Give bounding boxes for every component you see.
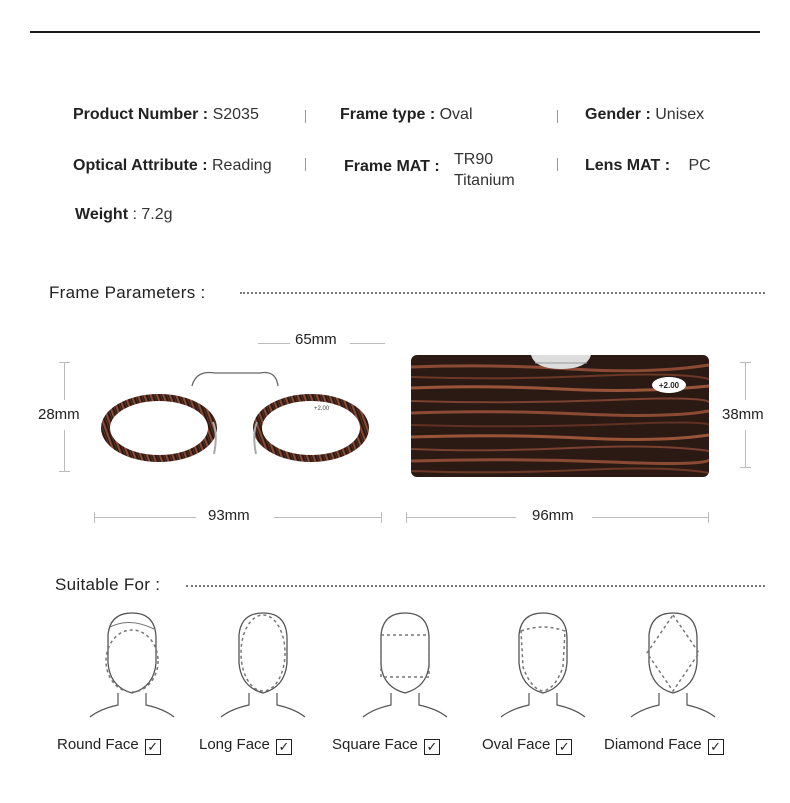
dimension-tick	[59, 471, 70, 472]
spec-label: Frame type	[340, 106, 426, 123]
spec-label: Product Number	[73, 106, 199, 123]
spec-optical-attribute: Optical Attribute : Reading	[73, 157, 272, 174]
face-label: Square Face	[332, 736, 418, 753]
lens-height-label: 28mm	[38, 406, 80, 423]
dimension-tick	[406, 512, 407, 523]
case-height-line	[745, 430, 746, 468]
dimension-tick	[59, 362, 70, 363]
checkmark-icon: ✓	[708, 739, 724, 755]
lens-height-line	[64, 362, 65, 400]
spec-value: Reading	[211, 157, 272, 174]
dimension-tick	[740, 362, 751, 363]
spec-separator	[305, 110, 306, 123]
spec-value: TR90	[454, 151, 494, 168]
spec-lens-mat: Lens MAT : PC	[585, 157, 711, 174]
bridge-width-label: 65mm	[295, 331, 337, 348]
spec-label: Lens MAT	[585, 157, 661, 174]
case-width-line	[406, 517, 516, 518]
case-width-label: 96mm	[532, 507, 574, 524]
dimension-tick	[381, 512, 382, 523]
checkmark-icon: ✓	[424, 739, 440, 755]
spec-separator	[557, 158, 558, 171]
checkmark-icon: ✓	[276, 739, 292, 755]
case-height-line	[745, 362, 746, 400]
spec-label: Optical Attribute	[73, 157, 198, 174]
spec-separator	[305, 158, 306, 171]
spec-value: S2035	[212, 106, 259, 123]
face-option-square	[332, 736, 440, 755]
spec-separator	[557, 110, 558, 123]
round-face-icon	[80, 605, 180, 720]
face-label: Long Face	[199, 736, 270, 753]
spec-value: Unisex	[655, 106, 705, 123]
glasses-case-image	[411, 355, 709, 477]
face-label: Diamond Face	[604, 736, 702, 753]
spec-label: Gender	[585, 106, 642, 123]
case-height-label: 38mm	[722, 406, 764, 423]
frame-width-line	[94, 517, 196, 518]
spec-label: Weight	[75, 206, 129, 223]
spec-value: PC	[688, 157, 711, 174]
spec-value: Titanium	[454, 172, 515, 189]
oval-face-icon	[491, 605, 591, 720]
face-option-long	[199, 736, 292, 755]
diamond-face-icon	[621, 605, 721, 720]
dimension-tick	[708, 512, 709, 523]
checkmark-icon: ✓	[145, 739, 161, 755]
square-face-icon	[355, 605, 455, 720]
bridge-dimension-line	[258, 343, 290, 344]
spec-frame-type: Frame type : Oval	[340, 106, 473, 123]
face-option-diamond	[604, 736, 724, 755]
frame-parameters-title: Frame Parameters :	[49, 283, 206, 302]
frame-width-line	[274, 517, 382, 518]
lens-height-line	[64, 430, 65, 472]
face-label: Round Face	[57, 736, 139, 753]
dotted-divider	[186, 585, 765, 587]
case-badge-label: +2.00	[658, 381, 680, 390]
long-face-icon	[211, 605, 311, 720]
suitable-for-title: Suitable For :	[55, 575, 161, 594]
bridge-dimension-line	[350, 343, 385, 344]
face-option-oval	[482, 736, 572, 755]
top-divider	[30, 31, 760, 33]
reading-glasses-image	[100, 364, 370, 464]
spec-gender: Gender : Unisex	[585, 106, 705, 123]
dotted-divider	[240, 292, 765, 294]
spec-value: Oval	[439, 106, 473, 123]
lens-power-label: +2.00	[314, 406, 330, 412]
spec-product-number: Product Number : S2035	[73, 106, 259, 123]
spec-weight: Weight : 7.2g	[75, 206, 173, 223]
spec-frame-mat: Frame MAT :	[344, 158, 440, 175]
frame-width-label: 93mm	[208, 507, 250, 524]
case-width-line	[592, 517, 709, 518]
spec-value: 7.2g	[141, 206, 173, 223]
spec-label: Frame MAT	[344, 158, 430, 175]
spec-frame-mat-values	[454, 149, 515, 191]
dimension-tick	[740, 467, 751, 468]
dimension-tick	[94, 512, 95, 523]
checkmark-icon: ✓	[556, 739, 572, 755]
face-label: Oval Face	[482, 736, 551, 753]
face-option-round	[57, 736, 161, 755]
